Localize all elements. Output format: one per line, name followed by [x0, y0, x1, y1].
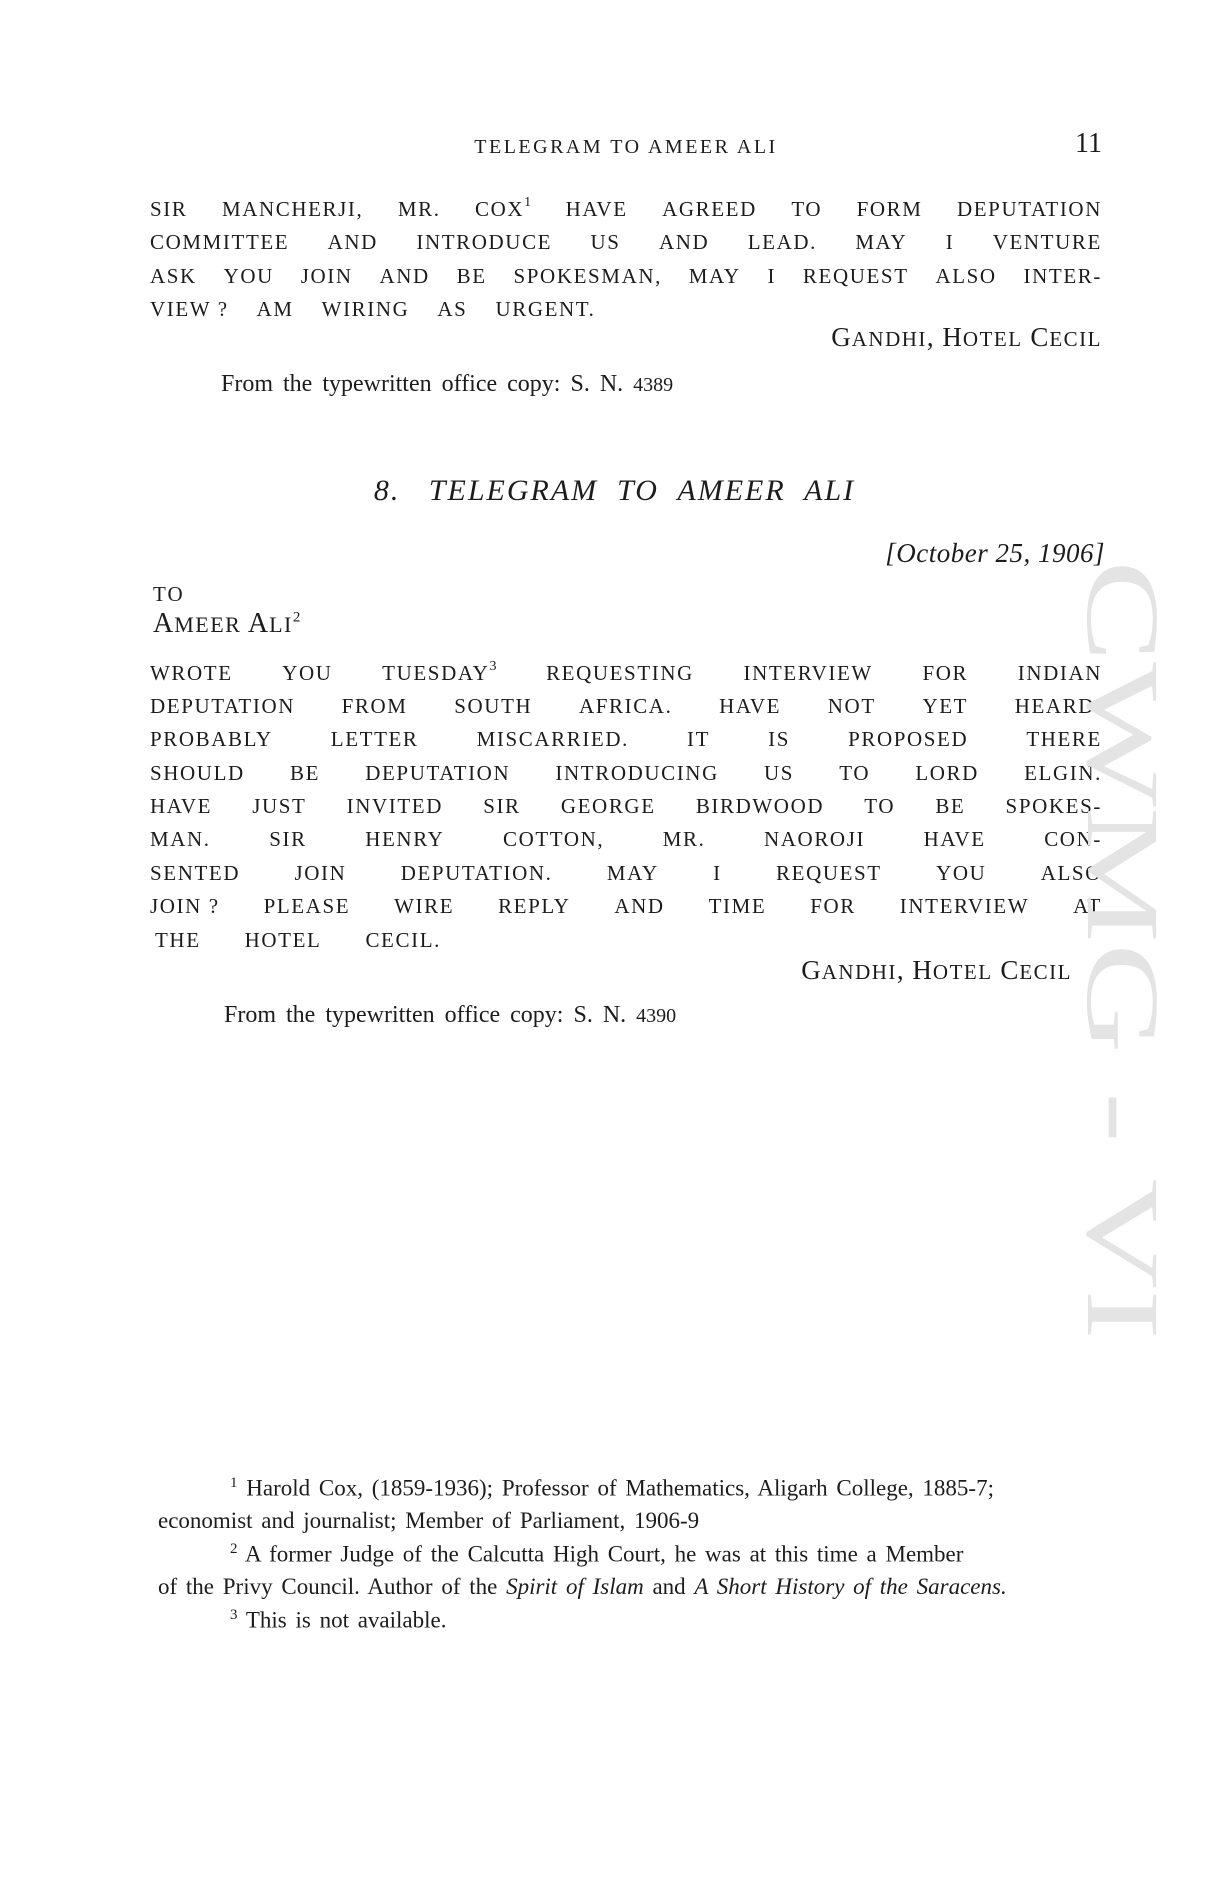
word-group: VIEW ?	[150, 297, 229, 321]
footnote-2-line-1: $^2$ A former Judge of the Calcutta High Court, he was at this time a Member	[230, 1541, 964, 1567]
word: NAOROJI	[764, 827, 866, 851]
footnote-2-line-2: of the Privy Council. Author of the Spirit of Islam and A Short History of the Saracens.	[158, 1574, 1007, 1599]
word: COMMITTEE	[150, 230, 290, 254]
document-date: [October 25, 1906]	[885, 538, 1105, 568]
word: INTERVIEW	[743, 661, 873, 685]
footnote-1-line-2: economist and journalist; Member of Parliament, 1906-9	[158, 1508, 700, 1533]
watermark	[1060, 560, 1160, 1340]
word: NOT	[827, 694, 876, 718]
telegram8-line-9	[155, 928, 1107, 953]
telegram8-line-4	[150, 761, 1102, 786]
word: TO	[864, 794, 896, 818]
word: BE	[456, 264, 487, 288]
document-title: 8. TELEGRAM TO AMEER ALI	[373, 474, 856, 507]
addressee: AMEER ALI$^2$	[153, 608, 302, 639]
word: MISCARRIED.	[476, 727, 629, 751]
word: AND	[379, 264, 430, 288]
word: COTTON,	[502, 827, 605, 851]
word: BE	[289, 761, 321, 785]
footnote-1-line-1: $^1$ Harold Cox, (1859-1936); Professor of Mathematics, Aligarh College, 1885-7;	[230, 1475, 994, 1501]
word: HEARD.	[1014, 694, 1102, 718]
word: BE	[935, 794, 966, 818]
telegram8-line-1	[150, 661, 1102, 686]
telegram8-line-3	[150, 727, 1102, 752]
footnote-mark: 3	[489, 659, 497, 674]
word: INTER-	[1023, 264, 1102, 288]
word: BIRDWOOD	[695, 794, 825, 818]
word: AND	[614, 894, 665, 918]
word: SHOULD	[150, 761, 245, 785]
word: HOTEL	[244, 928, 322, 952]
word: ELGIN.	[1024, 761, 1102, 785]
word: REQUEST	[776, 861, 882, 885]
word: INTERVIEW	[899, 894, 1030, 918]
word: INDIAN	[1017, 661, 1102, 685]
watermark-text: CWMG VI	[1065, 560, 1160, 1090]
telegram7-line-4	[150, 297, 1102, 322]
word: THERE	[1026, 727, 1102, 751]
word: PLEASE	[263, 894, 351, 918]
running-head	[150, 128, 1102, 168]
word: INTRODUCE	[416, 230, 553, 254]
word: AND	[659, 230, 710, 254]
telegram7-line-2	[150, 230, 1102, 255]
telegram8-source: From the typewritten office copy: S. N. 4390	[224, 1002, 677, 1028]
word-with-footnote: TUESDAY$^3$	[382, 659, 497, 685]
word: REQUEST	[802, 264, 909, 288]
word: ASK	[150, 264, 197, 288]
word: PROPOSED	[848, 727, 969, 751]
word: LETTER	[330, 727, 419, 751]
word: WIRING	[321, 297, 410, 321]
telegram8-signature: GANDHI, HOTEL CECIL	[801, 955, 1072, 985]
word: MAY	[606, 861, 659, 885]
telegram7-line-1	[150, 197, 1102, 222]
word: YOU	[282, 661, 333, 685]
word: GEORGE	[560, 794, 656, 818]
word: LEAD.	[747, 230, 817, 254]
word: SENTED	[150, 861, 241, 885]
telegram8-line-6	[150, 827, 1102, 852]
word: HAVE	[923, 827, 986, 851]
word: MAN.	[150, 827, 211, 851]
telegram8-line-8	[150, 894, 1102, 919]
footnote-3: $^3$ This is not available.	[230, 1607, 447, 1633]
word: IS	[768, 727, 791, 751]
word: YOU	[936, 861, 987, 885]
telegram7-signature: GANDHI, HOTEL CECIL	[831, 322, 1102, 352]
word-with-footnote: COX$^1$	[475, 195, 532, 221]
word: I	[945, 230, 955, 254]
word: AGREED	[662, 197, 757, 221]
word: YOU	[223, 264, 274, 288]
word: TIME	[708, 894, 767, 918]
word: DEPUTATION	[150, 694, 295, 718]
word: AM	[256, 297, 294, 321]
word: FOR	[922, 661, 969, 685]
word: I	[767, 264, 777, 288]
word: SIR	[150, 197, 188, 221]
word: CON-	[1044, 827, 1102, 851]
word: AND	[327, 230, 378, 254]
word: AS	[437, 297, 468, 321]
word: SOUTH	[454, 694, 533, 718]
page-number: 11	[1075, 128, 1102, 159]
word: MAY	[688, 264, 741, 288]
word: CECIL.	[365, 928, 441, 952]
telegram8-line-5	[150, 794, 1102, 819]
word: JOIN	[300, 264, 353, 288]
word: SPOKESMAN,	[513, 264, 662, 288]
word: ALSO	[935, 264, 997, 288]
word: DEPUTATION.	[400, 861, 553, 885]
word: REQUESTING	[546, 661, 694, 685]
telegram8-line-7	[150, 861, 1102, 886]
word: AFRICA.	[578, 694, 673, 718]
word: FOR	[810, 894, 856, 918]
word: US	[590, 230, 621, 254]
word: TO	[839, 761, 871, 785]
word: JUST	[252, 794, 307, 818]
word: FROM	[341, 694, 408, 718]
word: ALSO	[1040, 861, 1102, 885]
word: HAVE	[719, 694, 782, 718]
word: HAVE	[150, 794, 213, 818]
word: INTRODUCING	[555, 761, 719, 785]
word: DEPUTATION	[365, 761, 511, 785]
to-label: TO	[153, 582, 185, 606]
word: YET	[922, 694, 969, 718]
word: VENTURE	[992, 230, 1102, 254]
word: PROBABLY	[150, 727, 273, 751]
word: LORD	[915, 761, 979, 785]
word: HAVE	[565, 197, 628, 221]
footnote-mark: 1	[524, 195, 532, 210]
telegram7-source: From the typewritten office copy: S. N. 4389	[221, 371, 674, 397]
running-title: TELEGRAM TO AMEER ALI	[474, 136, 778, 158]
word: SIR	[483, 794, 521, 818]
word: THE	[155, 928, 201, 952]
word: MANCHERJI,	[221, 197, 364, 221]
word: I	[713, 861, 722, 885]
footnote-mark: 2	[292, 609, 302, 626]
word: FORM	[856, 197, 923, 221]
word: IT	[687, 727, 711, 751]
word: WIRE	[394, 894, 455, 918]
word: US	[764, 761, 795, 785]
word: SPOKES-	[1005, 794, 1102, 818]
word: SIR	[269, 827, 307, 851]
word: INVITED	[346, 794, 443, 818]
word-group: JOIN ?	[150, 894, 220, 918]
word: JOIN	[294, 861, 347, 885]
word: HENRY	[365, 827, 445, 851]
word: REPLY	[498, 894, 571, 918]
word: WROTE	[150, 661, 233, 685]
telegram8-line-2	[150, 694, 1102, 719]
word: TO	[791, 197, 823, 221]
word: URGENT.	[495, 297, 596, 321]
word: AT	[1073, 894, 1102, 918]
word: MR.	[662, 827, 706, 851]
word: DEPUTATION	[956, 197, 1102, 221]
word: MAY	[855, 230, 908, 254]
telegram7-line-3	[150, 264, 1102, 289]
word: MR.	[397, 197, 441, 221]
